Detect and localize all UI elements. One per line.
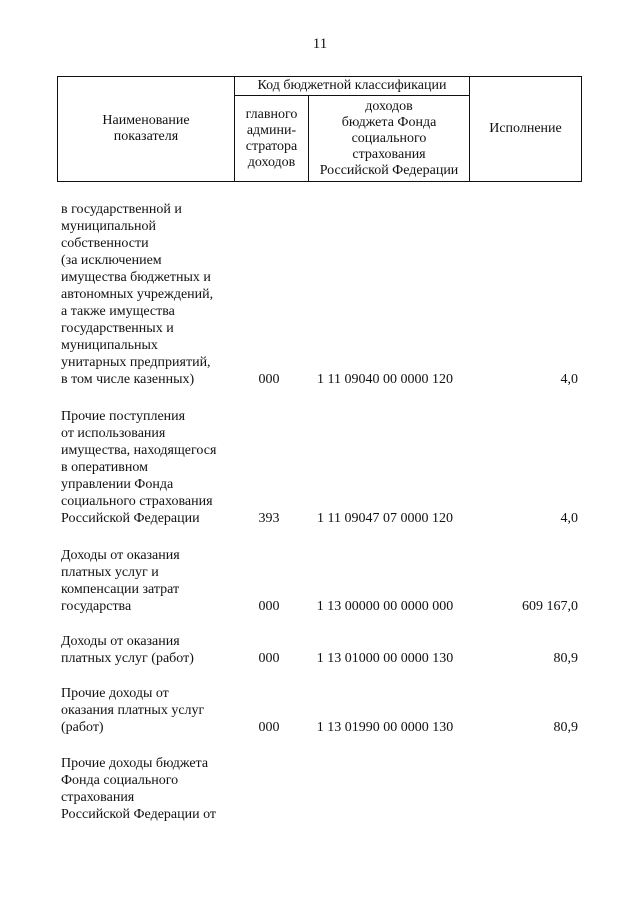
page-number: 11 <box>312 36 328 52</box>
row-admin-code: 000 <box>258 720 280 735</box>
row-admin-code: 000 <box>258 372 280 387</box>
row-budget-code: 1 11 09047 07 0000 120 <box>317 511 453 526</box>
header-col-name: Наименование показателя <box>102 113 190 144</box>
table-row <box>0 547 640 615</box>
row-name: Доходы от оказания платных услуг и компенсации затрат государства <box>61 548 180 614</box>
row-execution: 80,9 <box>553 720 578 735</box>
header-col-exec: Исполнение <box>489 121 562 136</box>
row-execution: 4,0 <box>560 372 578 387</box>
header-col-admin: главного админи- стратора доходов <box>245 106 298 170</box>
row-name: Прочие поступления от использования имущества, находящегося в оперативном управлении Фонда социального страхования Российской Федерации <box>61 409 217 526</box>
header-border-right <box>581 76 582 182</box>
header-border-bottom <box>57 181 582 182</box>
row-execution: 609 167,0 <box>522 599 578 614</box>
row-admin-code: 000 <box>258 651 280 666</box>
row-budget-code: 1 13 00000 00 0000 000 <box>316 599 454 614</box>
table-row <box>0 685 640 736</box>
header-code-group: Код бюджетной классификации <box>257 78 447 93</box>
table-header <box>57 76 582 182</box>
table-row <box>0 201 640 388</box>
header-col-code: доходов бюджета Фонда социального страхования Российской Федерации <box>319 98 459 178</box>
row-name: Доходы от оказания платных услуг (работ) <box>61 634 194 666</box>
row-admin-code: 000 <box>258 599 280 614</box>
row-execution: 80,9 <box>553 651 578 666</box>
table-row <box>0 408 640 527</box>
row-name: в государственной и муниципальной собственности (за исключением имущества бюджетных и автономных учреждений, а также имущества государственных и муниципальных унитарных предприятий, в том числе казенных) <box>61 202 214 387</box>
table-row <box>0 755 640 823</box>
row-name: Прочие доходы от оказания платных услуг (работ) <box>61 686 205 735</box>
row-admin-code: 393 <box>258 511 280 526</box>
row-budget-code: 1 13 01000 00 0000 130 <box>316 651 454 666</box>
table-row <box>0 633 640 667</box>
row-budget-code: 1 11 09040 00 0000 120 <box>317 372 453 387</box>
row-budget-code: 1 13 01990 00 0000 130 <box>316 720 454 735</box>
row-name: Прочие доходы бюджета Фонда социального страхования Российской Федерации от <box>61 756 217 822</box>
row-execution: 4,0 <box>560 511 578 526</box>
